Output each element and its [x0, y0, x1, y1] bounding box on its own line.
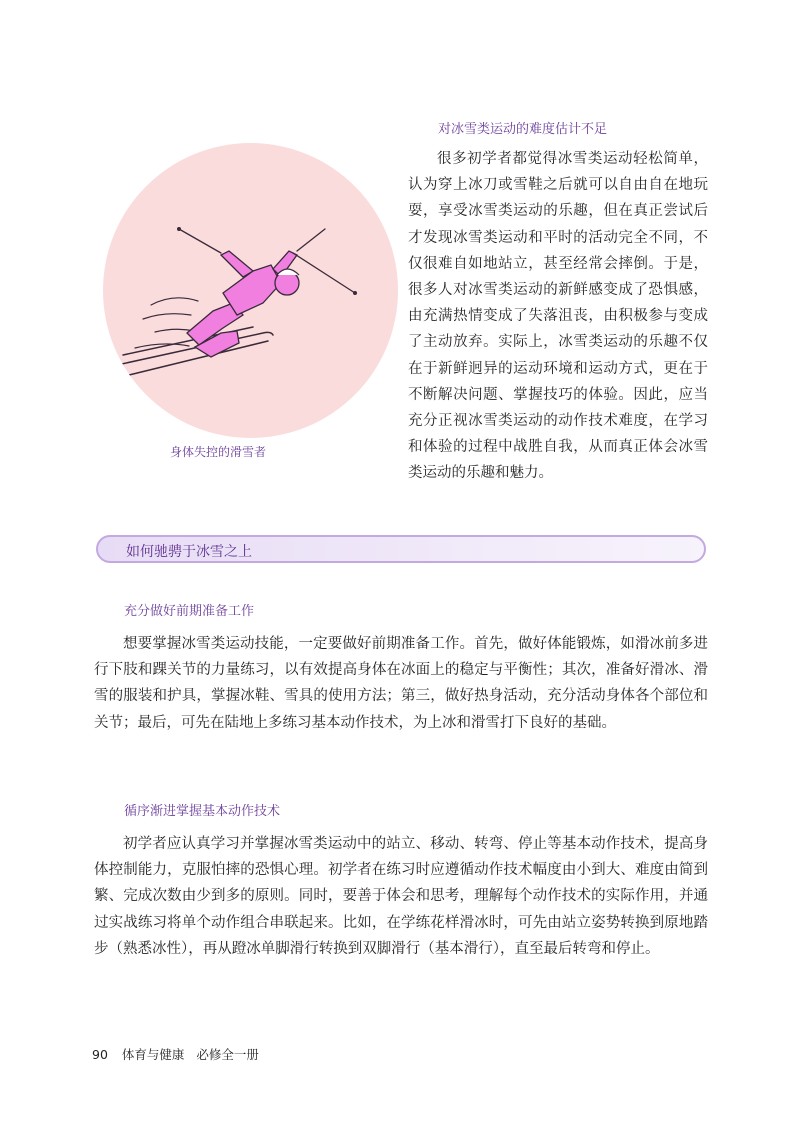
- figure-caption: 身体失控的滑雪者: [170, 445, 267, 459]
- subsection-paragraph-preparation: 想要掌握冰雪类运动技能，一定要做好前期准备工作。首先，做好体能锻炼，如滑冰前多进行下肢和踝关节的力量练习，以有效提高身体在冰面上的稳定与平衡性；其次，准备好滑冰、滑雪的服装和护具，掌握冰鞋、雪具的使用方法；第三，做好热身活动，充分活动身体各个部位和关节；最后，可先在陆地上多练习基本动作技术，为上冰和滑雪打下良好的基础。: [94, 636, 708, 731]
- falling-skier-icon: [103, 143, 398, 438]
- side-section-title: 对冰雪类运动的难度估计不足: [438, 122, 608, 137]
- section-title: 如何驰骋于冰雪之上: [126, 544, 252, 560]
- page-number: 90: [92, 1047, 108, 1062]
- book-volume: 必修全一册: [196, 1047, 259, 1062]
- skier-illustration: [103, 143, 398, 438]
- side-section-paragraph: [408, 146, 708, 487]
- section-title-bar: [96, 535, 706, 563]
- subsection-title-basic-skills: 循序渐进掌握基本动作技术: [124, 804, 281, 819]
- subsection-paragraph-basic-skills: 初学者应认真学习并掌握冰雪类运动中的站立、移动、转弯、停止等基本动作技术，提高身体控制能力，克服怕摔的恐惧心理。初学者在练习时应遵循动作技术幅度由小到大、难度由简到繁、完成次数由少到多的原则。同时，要善于体会和思考，理解每个动作技术的实际作用，并通过实战练习将单个动作组合串联起来。比如，在学练花样滑冰时，可先由站立姿势转换到原地踏步（熟悉冰性），再从蹬冰单脚滑行转换到双脚滑行（基本滑行），直至最后转弯和停止。: [94, 836, 708, 957]
- subsection-title-preparation: 充分做好前期准备工作: [124, 604, 255, 619]
- side-paragraph-text: 很多初学者都觉得冰雪类运动轻松简单，认为穿上冰刀或雪鞋之后就可以自由自在地玩耍，享受冰雪类运动的乐趣，但在真正尝试后才发现冰雪类运动和平时的活动完全不同，不仅很难自如地站立，甚至经常会摔倒。于是，很多人对冰雪类运动的新鲜感变成了恐惧感，由充满热情变成了失落沮丧，由积极参与变成了主动放弃。实际上，冰雪类运动的乐趣不仅在于新鲜迥异的运动环境和运动方式，更在于不断解决问题、掌握技巧的体验。因此，应当充分正视冰雪类运动的动作技术难度，在学习和体验的过程中战胜自我，从而真正体会冰雪类运动的乐趣和魅力。: [408, 151, 708, 482]
- book-title: 体育与健康: [121, 1047, 185, 1062]
- page-footer: [92, 1045, 259, 1063]
